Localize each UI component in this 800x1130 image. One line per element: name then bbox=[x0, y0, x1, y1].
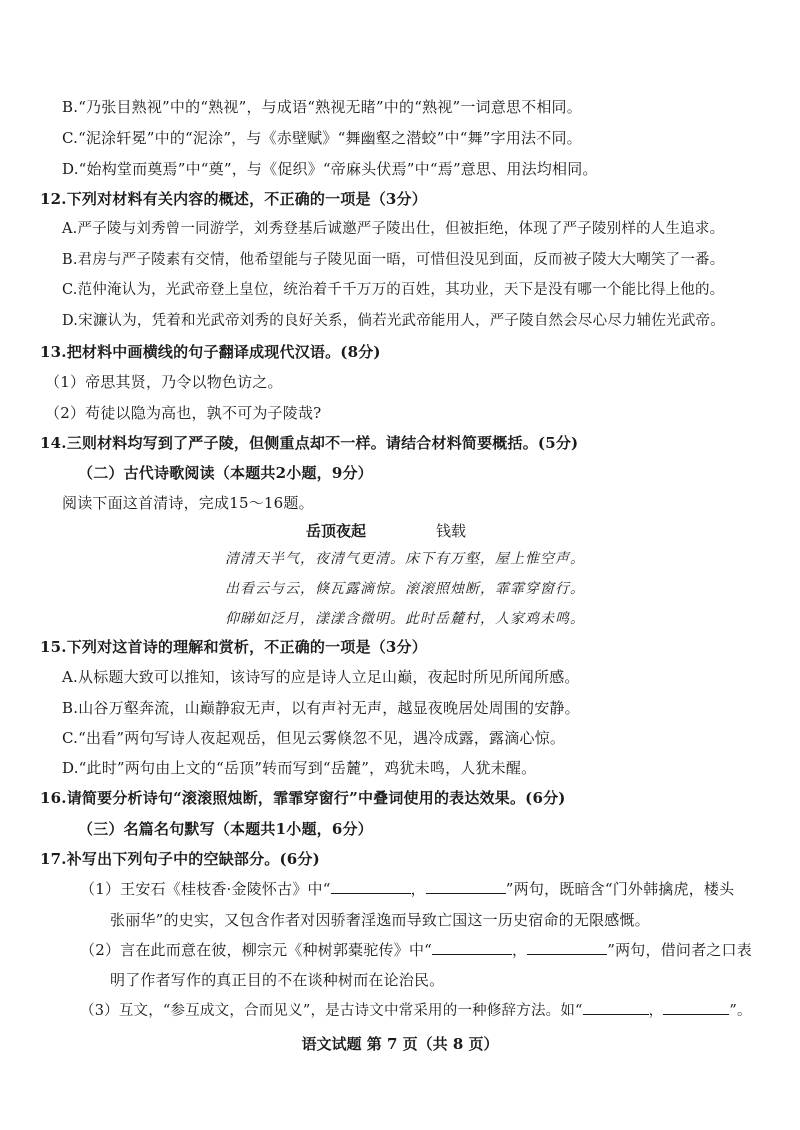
q17-item-3-text-a: （3）互文，“参互成文，合而见义”，是古诗文中常采用的一种修辞方法。如“ bbox=[80, 1003, 583, 1019]
q17-blank-5[interactable] bbox=[583, 1000, 649, 1015]
q17-item-1-text-a: （1）王安石《桂枝香·金陵怀古》中“ bbox=[80, 880, 331, 898]
poem-author: 钱载 bbox=[436, 522, 467, 540]
q12-option-c: C.范仲淹认为，光武帝登上皇位，统治着千千万万的百姓，其功业，天下是没有哪一个能比得上他的。 bbox=[62, 282, 725, 298]
q13-sentence-2: （2）苟徒以隐为高也，孰不可为子陵哉? bbox=[45, 404, 322, 422]
question-17-title: 17.补写出下列句子中的空缺部分。(6分) bbox=[40, 850, 320, 868]
poem-title: 岳顶夜起 bbox=[306, 522, 367, 540]
q17-item-1-comma: ， bbox=[410, 880, 426, 898]
q17-item-1 bbox=[80, 879, 734, 899]
q12-option-a: A.严子陵与刘秀曾一同游学，刘秀登基后诚邀严子陵出仕，但被拒绝，体现了严子陵别样的人生追求。 bbox=[62, 221, 725, 237]
q17-blank-4[interactable] bbox=[527, 940, 607, 955]
q17-item-1-text-c: ”两句，既暗含“门外韩擒虎，楼头 bbox=[505, 880, 735, 898]
q11-option-c: C.“泥涂轩冕”中的“泥涂”，与《赤壁赋》“舞幽壑之潜蛟”中“舞”字用法不同。 bbox=[62, 129, 582, 147]
q17-item-1-cont: 张丽华”的史实，又包含作者对因骄奢淫逸而导致亡国这一历史宿命的无限感慨。 bbox=[110, 911, 650, 929]
q11-option-b: B.“乃张目熟视”中的“熟视”，与成语“熟视无睹”中的“熟视”一词意思不相同。 bbox=[62, 98, 582, 116]
poem-instruction: 阅读下面这首清诗，完成15～16题。 bbox=[62, 494, 314, 512]
page-footer: 语文试题 第 7 页（共 8 页） bbox=[301, 1035, 499, 1053]
q17-item-2-comma: ， bbox=[512, 941, 528, 959]
q17-blank-2[interactable] bbox=[426, 879, 506, 894]
q15-option-a: A.从标题大致可以推知，该诗写的应是诗人立足山巅，夜起时所见所闻所感。 bbox=[62, 668, 580, 686]
poem-line-2: 出看云与云，倏瓦露滴惊。滚滚照烛断，霏霏穿窗行。 bbox=[225, 581, 585, 597]
q17-item-3-comma: ， bbox=[648, 1003, 664, 1019]
poem-line-1: 清清天半气，夜清气更清。床下有万壑，屋上惟空声。 bbox=[225, 551, 585, 567]
question-16-title: 16.请简要分析诗句“滚滚照烛断，霏霏穿窗行”中叠词使用的表达效果。(6分) bbox=[40, 789, 566, 807]
poem-line-3: 仰睇如泛月，漾漾含微明。此时岳麓村，人家鸡未鸣。 bbox=[225, 611, 585, 627]
q15-option-d: D.“此时”两句由上文的“岳顶”转而写到“岳麓”，鸡犹未鸣，人犹未醒。 bbox=[62, 759, 537, 777]
q17-item-2 bbox=[80, 940, 752, 960]
q15-option-c: C.“出看”两句写诗人夜起观岳，但见云雾倏忽不见，遇冷成露，露滴心惊。 bbox=[62, 729, 566, 747]
section-3-heading: （三）名篇名句默写（本题共1小题，6分） bbox=[78, 820, 373, 838]
q17-item-3 bbox=[80, 1000, 752, 1021]
q12-option-b: B.君房与严子陵素有交情，他希望能与子陵见面一晤，可惜但没见到面，反而被子陵大大嘲笑了一番。 bbox=[62, 252, 725, 268]
q17-blank-6[interactable] bbox=[663, 1000, 729, 1015]
q11-option-d: D.“始构堂而奠焉”中“奠”，与《促织》“帝麻头伏焉”中“焉”意思、用法均相同。 bbox=[62, 160, 598, 178]
q17-blank-3[interactable] bbox=[432, 940, 512, 955]
q12-option-d: D.宋濂认为，凭着和光武帝刘秀的良好关系，倘若光武帝能用人，严子陵自然会尽心尽力辅佐光武帝。 bbox=[62, 313, 725, 329]
q17-item-2-text-c: ”两句，借问者之口表 bbox=[607, 941, 752, 959]
q15-option-b: B.山谷万壑奔流，山巅静寂无声，以有声衬无声，越显夜晚居处周围的安静。 bbox=[62, 699, 580, 717]
question-15-title: 15.下列对这首诗的理解和赏析，不正确的一项是（3分） bbox=[40, 638, 427, 656]
question-12-title: 12.下列对材料有关内容的概述，不正确的一项是（3分） bbox=[40, 190, 427, 208]
question-14-title: 14.三则材料均写到了严子陵，但侧重点却不一样。请结合材料简要概括。(5分) bbox=[40, 434, 579, 452]
question-13-title: 13.把材料中画横线的句子翻译成现代汉语。(8分) bbox=[40, 343, 381, 361]
q17-blank-1[interactable] bbox=[331, 879, 411, 894]
section-2-heading: （二）古代诗歌阅读（本题共2小题，9分） bbox=[78, 464, 373, 482]
q17-item-3-text-c: ”。 bbox=[729, 1003, 752, 1019]
q17-item-2-cont: 明了作者写作的真正目的不在谈种树而在论治民。 bbox=[110, 971, 445, 989]
q17-item-2-text-a: （2）言在此而意在彼，柳宗元《种树郭橐驼传》中“ bbox=[80, 941, 433, 959]
q13-sentence-1: （1）帝思其贤，乃令以物色访之。 bbox=[45, 373, 283, 391]
